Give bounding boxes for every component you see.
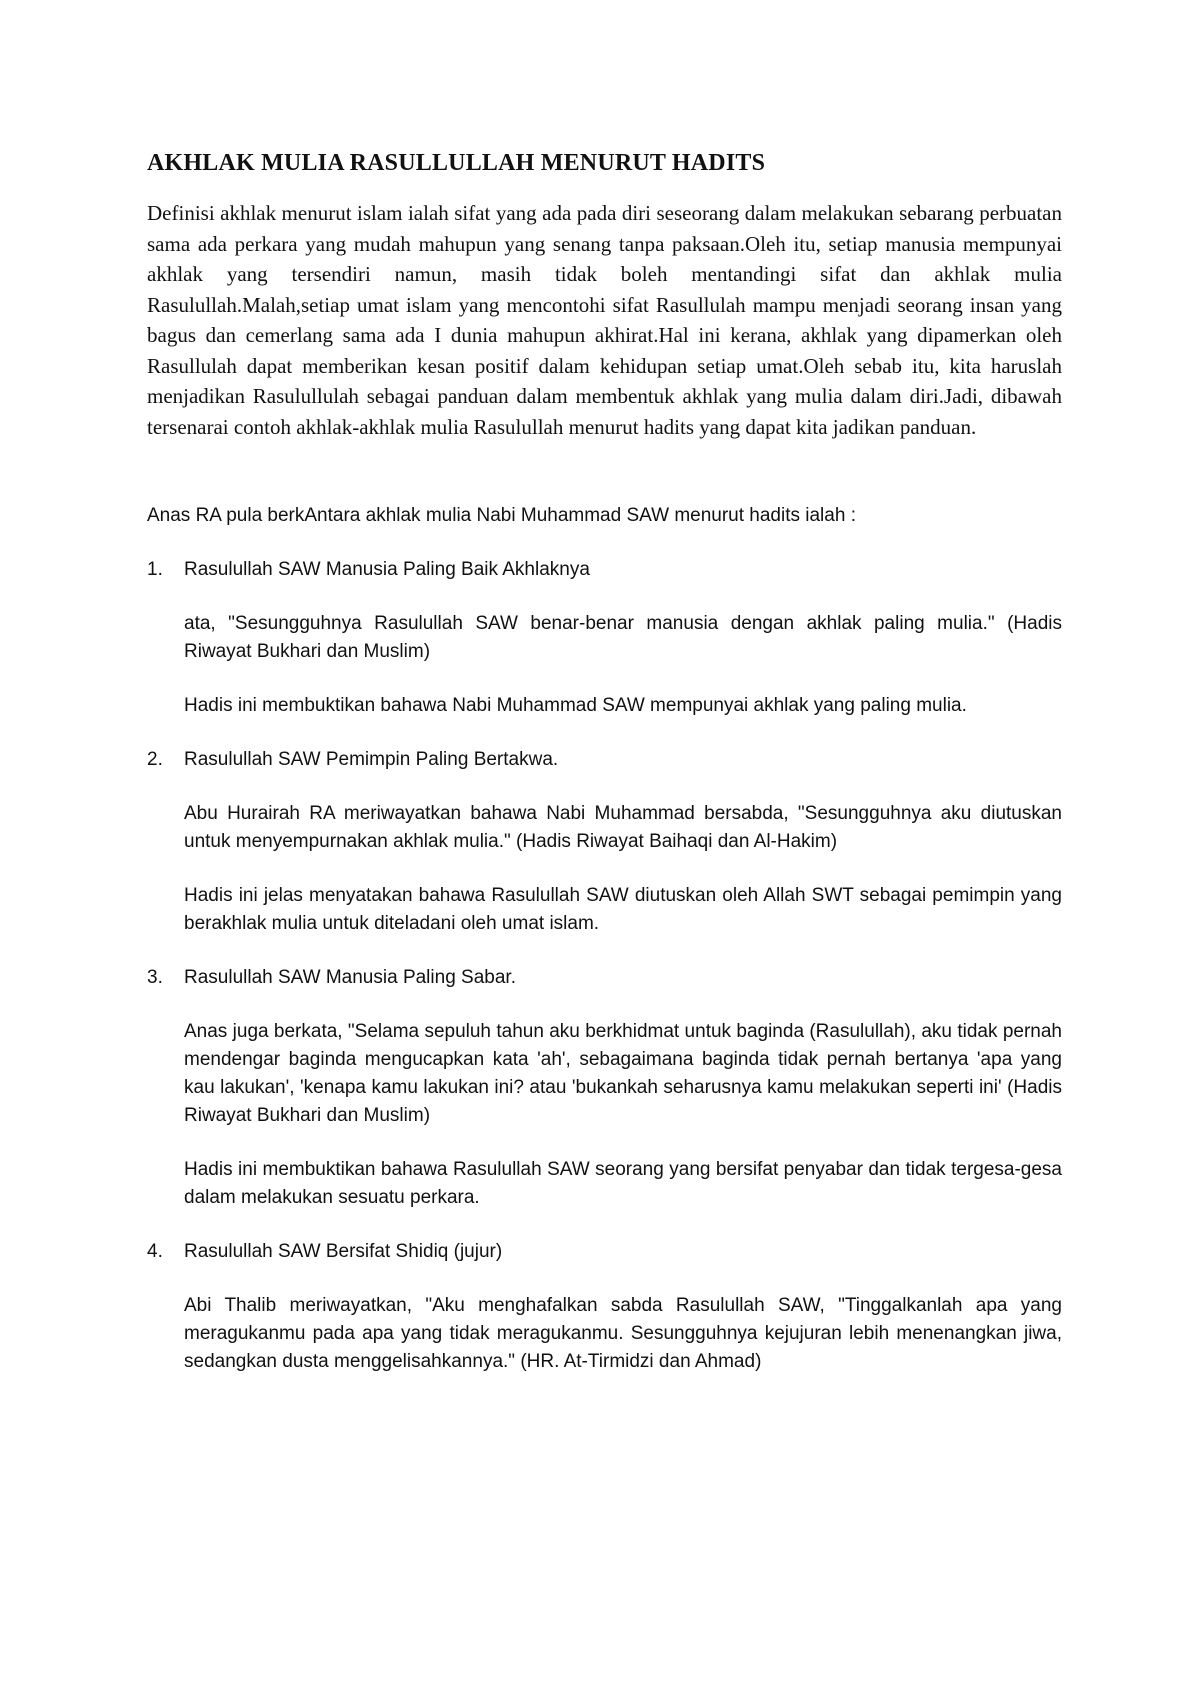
list-item-number: 4. — [147, 1241, 163, 1262]
list-item-heading — [147, 1238, 1062, 1266]
list-lead-text: Anas RA pula berkAntara akhlak mulia Nabi Muhammad SAW menurut hadits ialah : — [147, 505, 856, 526]
hadith-quote: Abu Hurairah RA meriwayatkan bahawa Nabi Muhammad bersabda, "Sesungguhnya aku diutuskan untuk menyempurnakan akhlak mulia." (Hadis Riwayat Baihaqi dan Al-Hakim) — [184, 803, 1062, 852]
intro-paragraph: Definisi akhlak menurut islam ialah sifat yang ada pada diri seseorang dalam melakukan sebarang perbuatan sama ada perkara yang mudah mahupun yang senang tanpa paksaan.Oleh itu, setiap manusia mempunyai akhlak yang tersendiri namun, masih tidak boleh mentandingi sifat dan akhlak mulia Rasulullah.Malah,setiap umat islam yang mencontohi sifat Rasullulah mampu menjadi seorang insan yang bagus dan cemerlang sama ada I dunia mahupun akhirat.Hal ini kerana, akhlak yang dipamerkan oleh Rasullulah dapat memberikan kesan positif dalam kehidupan setiap umat.Oleh sebab itu, kita haruslah menjadikan Rasulullulah sebagai panduan dalam membentuk akhlak yang mulia dalam diri.Jadi, dibawah tersenarai contoh akhlak-akhlak mulia Rasulullah menurut hadits yang dapat kita jadikan panduan. — [147, 201, 1062, 439]
hadith-quote: Abi Thalib meriwayatkan, "Aku menghafalkan sabda Rasulullah SAW, "Tinggalkanlah apa yang meragukanmu pada apa yang tidak meragukanmu. Sesungguhnya kejujuran lebih menenangkan jiwa, sedangkan dusta menggelisahkannya." (HR. At-Tirmidzi dan Ahmad) — [184, 1295, 1062, 1372]
list-item — [147, 556, 1062, 720]
list-item-title: Rasulullah SAW Manusia Paling Baik Akhlaknya — [184, 559, 590, 580]
list-item-heading — [147, 556, 1062, 584]
hadith-explanation: Hadis ini membuktikan bahawa Rasulullah SAW seorang yang bersifat penyabar dan tidak tergesa-gesa dalam melakukan sesuatu perkara. — [184, 1159, 1062, 1208]
hadith-explanation: Hadis ini jelas menyatakan bahawa Rasulullah SAW diutuskan oleh Allah SWT sebagai pemimpin yang berakhlak mulia untuk diteladani oleh umat islam. — [184, 885, 1062, 934]
list-item-title: Rasulullah SAW Manusia Paling Sabar. — [184, 967, 516, 988]
list-item — [147, 964, 1062, 1212]
hadith-quote: ata, "Sesungguhnya Rasulullah SAW benar-benar manusia dengan akhlak paling mulia." (Hadis Riwayat Bukhari dan Muslim) — [184, 613, 1062, 662]
list-item-number: 3. — [147, 967, 163, 988]
list-item — [147, 1238, 1062, 1376]
list-item-title: Rasulullah SAW Bersifat Shidiq (jujur) — [184, 1241, 503, 1262]
akhlak-list — [147, 556, 1062, 1376]
list-item — [147, 746, 1062, 938]
document-title: AKHLAK MULIA RASULLULLAH MENURUT HADITS — [147, 150, 766, 176]
list-item-heading — [147, 746, 1062, 774]
list-item-heading — [147, 964, 1062, 992]
list-item-number: 2. — [147, 749, 163, 770]
list-item-title: Rasulullah SAW Pemimpin Paling Bertakwa. — [184, 749, 559, 770]
list-item-number: 1. — [147, 559, 163, 580]
hadith-quote: Anas juga berkata, "Selama sepuluh tahun aku berkhidmat untuk baginda (Rasulullah), aku tidak pernah mendengar baginda mengucapkan kata 'ah', sebagaimana baginda tidak pernah bertanya 'apa yang kau lakukan', 'kenapa kamu lakukan ini? atau 'bukankah seharusnya kamu melakukan seperti ini' (Hadis Riwayat Bukhari dan Muslim) — [184, 1021, 1062, 1126]
hadith-explanation: Hadis ini membuktikan bahawa Nabi Muhammad SAW mempunyai akhlak yang paling mulia. — [184, 695, 967, 716]
